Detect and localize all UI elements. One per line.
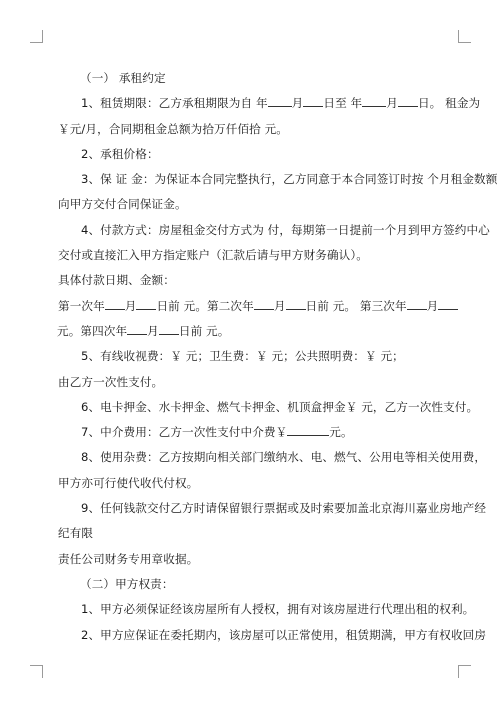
clause-4-payment-schedule-cont: 元。第四次年 月 日前 元。 xyxy=(57,323,230,338)
party-a-clause-1: 1、甲方必须保证经该房屋所有人授权，拥有对该房屋进行代理出租的权利。 xyxy=(81,602,475,617)
clause-8-utilities: 8、使用杂费：乙方按期向相关部门缴纳水、电、燃气、公用电等相关使用费， xyxy=(81,450,487,465)
blank-field xyxy=(398,94,418,107)
clause-3-deposit-cont: 向甲方交付合同保证金。 xyxy=(58,197,187,212)
blank-field xyxy=(438,297,458,310)
party-a-clause-2: 2、甲方应保证在委托期内，该房屋可以正常使用，租赁期满，甲方有权收回房 xyxy=(81,627,487,642)
crop-mark-top-right xyxy=(458,30,471,43)
blank-field xyxy=(159,322,179,335)
blank-field xyxy=(136,297,156,310)
clause-4-payment-dates-title: 具体付款日期、金额： xyxy=(58,273,175,288)
clause-1-lease-period: 1、租赁期限：乙方承租期限为自 年 月 日至 年 月 日。 租金为 xyxy=(81,96,481,111)
clause-4-payment-schedule: 第一次年 月 日前 元。第二次年 月 日前 元。 第三次年 月 xyxy=(58,294,446,319)
clause-5-fees-cont: 由乙方一次性支付。 xyxy=(58,374,164,389)
clause-4-payment-method-cont: 交付或直接汇入甲方指定账户（汇款后请与甲方财务确认）。 xyxy=(58,248,368,263)
clause-4-payment-method: 4、付款方式：房屋租金交付方式为 付，每期第一日提前一个月到甲方签约中心 xyxy=(81,222,490,237)
blank-field xyxy=(287,423,329,436)
blank-field xyxy=(127,322,147,335)
blank-field xyxy=(362,94,386,107)
blank-field xyxy=(407,297,427,310)
document-body xyxy=(57,66,498,648)
crop-mark-bottom-left xyxy=(30,665,43,678)
blank-field xyxy=(303,94,323,107)
crop-mark-top-left xyxy=(30,30,43,43)
clause-1-rent-line: ￥元/月，合同期租金总额为拾万仟佰拾 元。 xyxy=(58,121,288,136)
clause-7-agency-fee: 7、中介费用：乙方一次性支付中介费￥ 元。 xyxy=(81,425,353,440)
blank-field xyxy=(268,94,292,107)
section-heading-lease-terms: （一） 承租约定 xyxy=(80,71,166,85)
blank-field xyxy=(254,297,274,310)
blank-field xyxy=(105,297,125,310)
section-heading-party-a-duties: （二）甲方权责： xyxy=(80,576,174,591)
clause-2-rent-price: 2、承租价格： xyxy=(81,146,159,161)
clause-3-deposit: 3、保 证 金：为保证本合同完整执行，乙方同意于本合同签订时按 个月租金数额 xyxy=(81,172,498,187)
blank-field xyxy=(286,297,306,310)
clause-9-receipts-cont: 纪有限 xyxy=(58,526,94,541)
clause-9-receipts: 9、任何钱款交付乙方时请保留银行票据或及时索要加盖北京海川嘉业房地产经 xyxy=(81,501,487,516)
clause-8-utilities-cont: 甲方亦可行使代收代付权。 xyxy=(58,475,199,490)
clause-9-receipts-cont-2: 责任公司财务专用章收据。 xyxy=(58,551,199,566)
crop-mark-bottom-right xyxy=(458,665,471,678)
clause-6-card-deposits: 6、电卡押金、水卡押金、燃气卡押金、机顶盒押金￥ 元，乙方一次性支付。 xyxy=(81,399,479,414)
clause-5-fees: 5、有线收视费：￥ 元；卫生费：￥ 元；公共照明费：￥ 元； xyxy=(81,349,404,364)
